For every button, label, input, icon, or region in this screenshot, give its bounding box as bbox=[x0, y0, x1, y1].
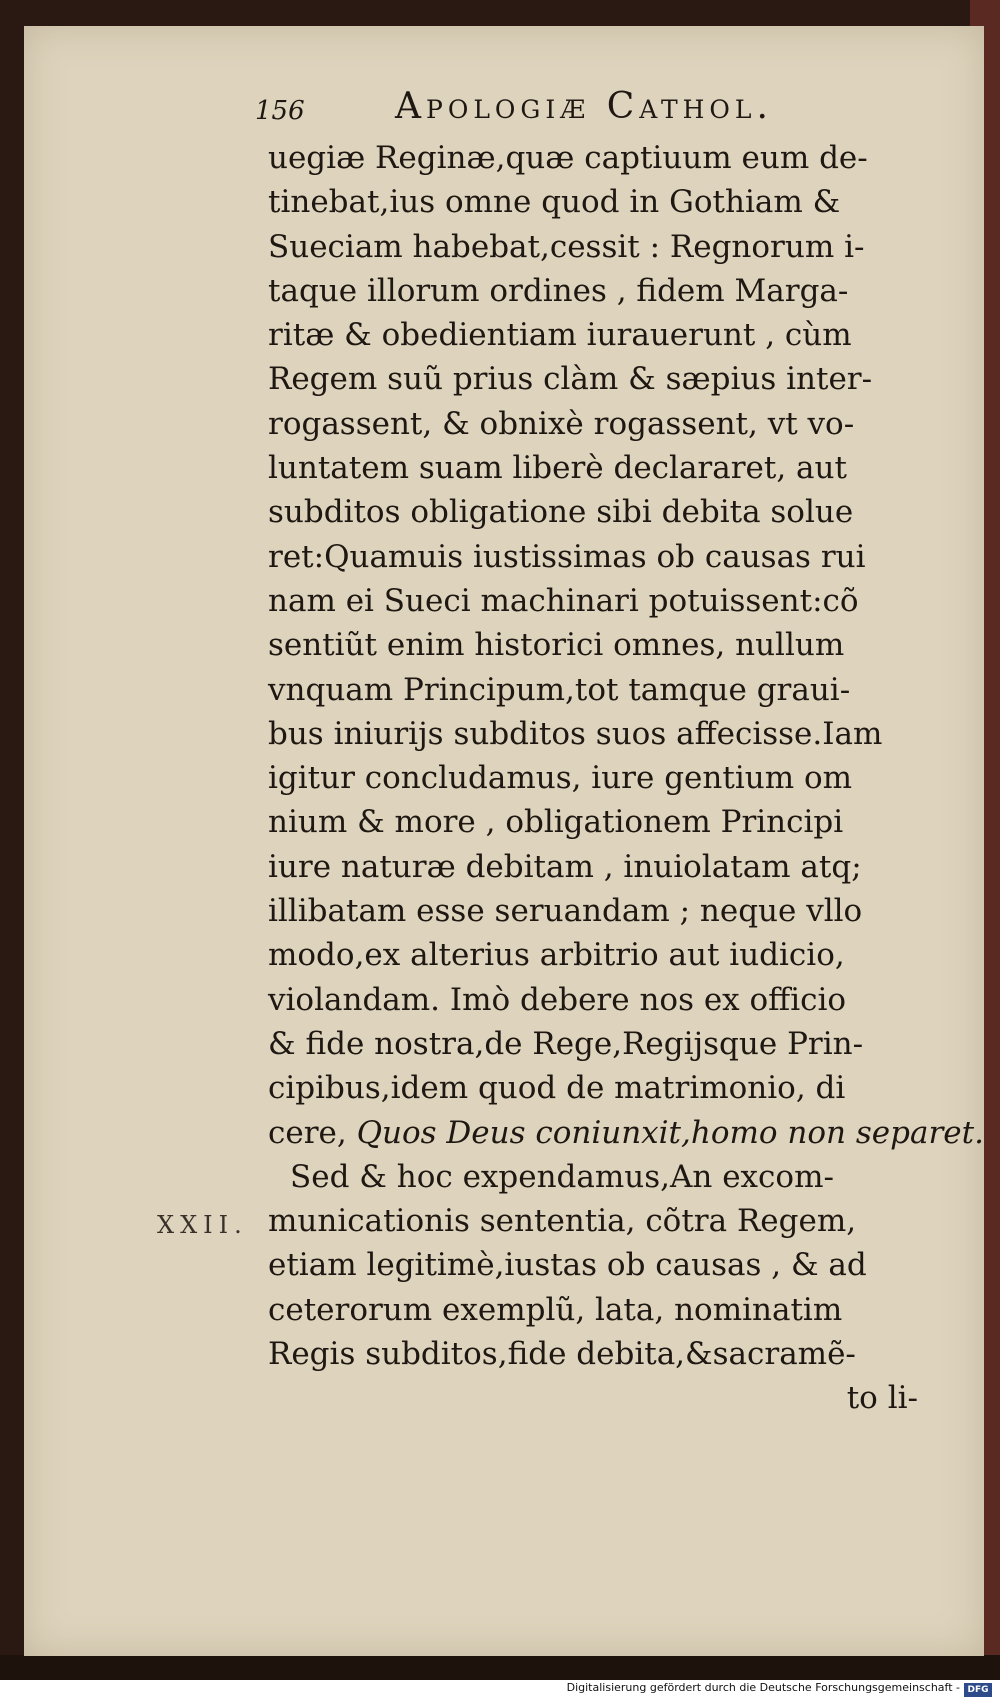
text-line: Regem suũ prius clàm & sæpius inter- bbox=[268, 361, 873, 398]
text-line: bus iniurijs subditos suos affecisse.Iam bbox=[268, 715, 883, 752]
running-head bbox=[255, 86, 915, 136]
margin-section-number: XXII. bbox=[157, 1211, 248, 1239]
text-line: igitur concludamus, iure gentium om bbox=[268, 760, 853, 797]
text-line: municationis sententia, cõtra Regem, bbox=[268, 1203, 857, 1240]
text-line: nam ei Sueci machinari potuissent:cõ bbox=[268, 582, 859, 619]
text-line: tinebat,ius omne quod in Gothiam & bbox=[268, 184, 841, 221]
body-text bbox=[268, 136, 984, 1421]
dfg-logo-icon: DFG bbox=[964, 1683, 992, 1697]
page-number: 156 bbox=[255, 96, 305, 126]
text-line: etiam legitimè,iustas ob causas , & ad bbox=[268, 1247, 867, 1284]
text-line: iure naturæ debitam , inuiolatam atq; bbox=[268, 848, 862, 885]
text-line: sentiũt enim historici omnes, nullum bbox=[268, 627, 845, 664]
text-line: Sueciam habebat,cessit : Regnorum i- bbox=[268, 228, 865, 265]
text-line: Regis subditos,fide debita,&sacramẽ- bbox=[268, 1336, 856, 1373]
text-fragment: cere, bbox=[268, 1114, 357, 1151]
italic-quote: Quos Deus coniunxit,homo non separet. bbox=[356, 1114, 984, 1151]
text-line: illibatam esse seruandam ; neque vllo bbox=[268, 893, 863, 930]
text-line: cipibus,idem quod de matrimonio, di bbox=[268, 1070, 846, 1107]
text-line: subditos obligatione sibi debita solue bbox=[268, 494, 854, 531]
scan-bottom-edge bbox=[0, 1655, 1000, 1680]
text-line: taque illorum ordines , fidem Marga- bbox=[268, 272, 849, 309]
text-line: Sed & hoc expendamus,An excom- bbox=[290, 1158, 834, 1195]
footer-credit: Digitalisierung gefördert durch die Deutsche Forschungsgemeinschaft - bbox=[566, 1681, 960, 1694]
text-line-with-quote bbox=[268, 1111, 984, 1155]
text-line: rogassent, & obnixè rogassent, vt vo- bbox=[268, 405, 855, 442]
running-title: Apologiæ Cathol. bbox=[395, 86, 773, 127]
footer-bar bbox=[0, 1680, 1000, 1700]
text-line: modo,ex alterius arbitrio aut iudicio, bbox=[268, 937, 845, 974]
text-line: luntatem suam liberè declararet, aut bbox=[268, 450, 847, 487]
text-line: violandam. Imò debere nos ex officio bbox=[268, 981, 847, 1018]
text-line: uegiæ Reginæ,quæ captiuum eum de- bbox=[268, 140, 868, 176]
text-line: vnquam Principum,tot tamque graui- bbox=[268, 671, 851, 708]
text-line: ret:Quamuis iustissimas ob causas rui bbox=[268, 538, 866, 575]
text-line: & fide nostra,de Rege,Regijsque Prin- bbox=[268, 1025, 864, 1062]
catchword: to li- bbox=[846, 1380, 918, 1417]
text-line: nium & more , obligationem Principi bbox=[268, 804, 844, 841]
text-line: ceterorum exemplũ, lata, nominatim bbox=[268, 1291, 843, 1328]
text-line: ritæ & obedientiam iurauerunt , cùm bbox=[268, 317, 852, 354]
